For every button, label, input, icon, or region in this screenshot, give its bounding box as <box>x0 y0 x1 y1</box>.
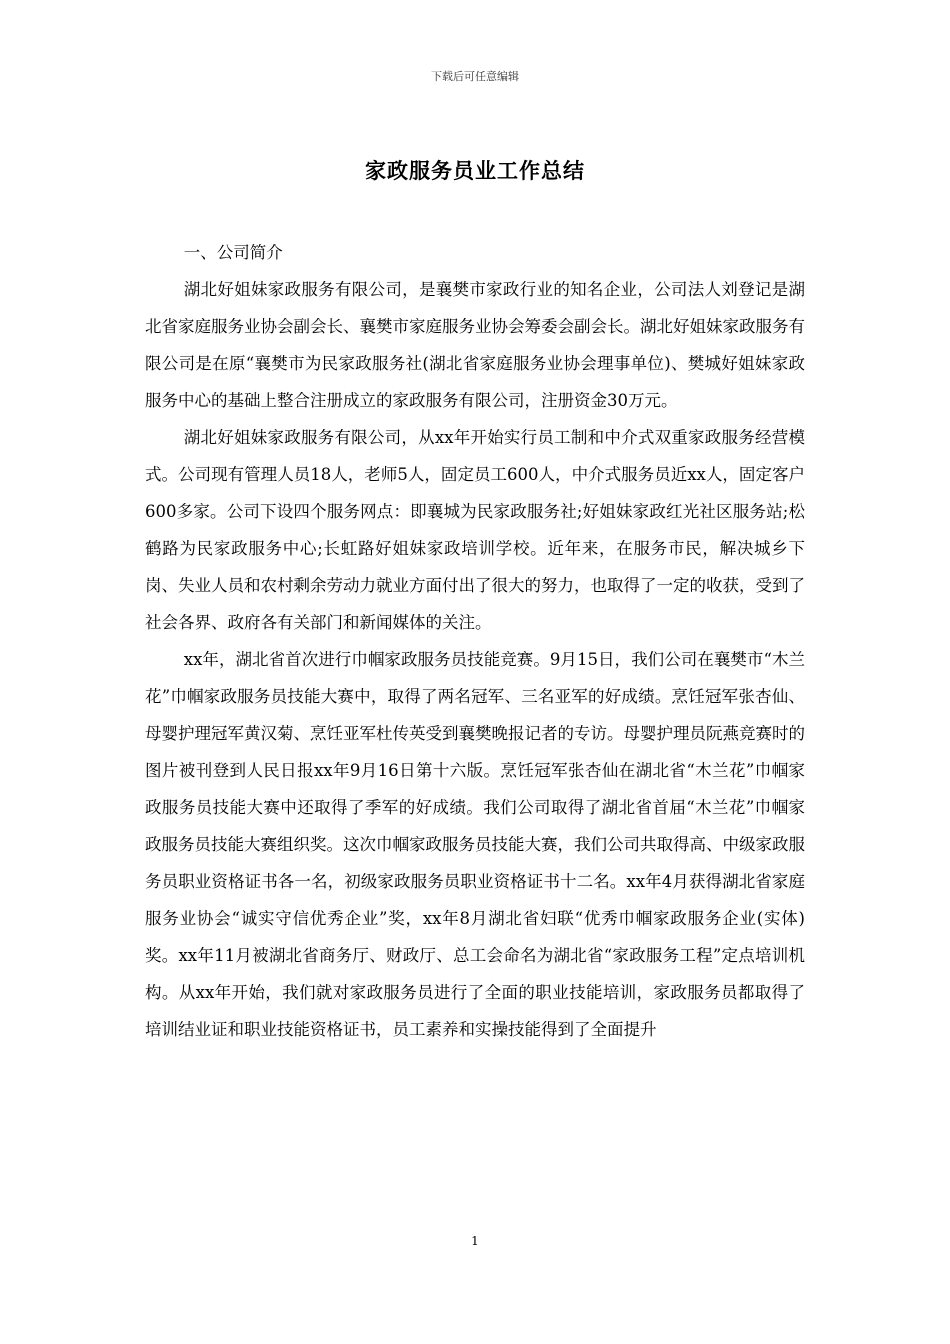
section-heading: 一、公司简介 <box>183 243 283 262</box>
paragraph-achievements: xx年，湖北省首次进行巾帼家政服务员技能竞赛。9月15日，我们公司在襄樊市“木兰花”巾帼家政服务员技能大赛中，取得了两名冠军、三名亚军的好成绩。烹饪冠军张杏仙、母婴护理冠军黄汉菊、烹饪亚军杜传英受到襄樊晚报记者的专访。母婴护理员阮燕竞赛时的图片被刊登到人民日报xx年9月16日第十六版。烹饪冠军张杏仙在湖北省“木兰花”巾帼家政服务员技能大赛中还取得了季军的好成绩。我们公司取得了湖北省首届“木兰花”巾帼家政服务员技能大赛组织奖。这次巾帼家政服务员技能大赛，我们公司共取得高、中级家政服务员职业资格证书各一名，初级家政服务员职业资格证书十二名。xx年4月获得湖北省家庭服务业协会“诚实守信优秀企业”奖，xx年8月湖北省妇联“优秀巾帼家政服务企业(实体)奖。xx年11月被湖北省商务厅、财政厅、总工会命名为湖北省“家政服务工程”定点培训机构。从xx年开始，我们就对家政服务员进行了全面的职业技能培训，家政服务员都取得了培训结业证和职业技能资格证书，员工素养和实操技能得到了全面提升 <box>145 650 805 1039</box>
document-body <box>145 234 805 1048</box>
page-number: 1 <box>471 1234 479 1248</box>
paragraph-business-model: 湖北好姐妹家政服务有限公司，从xx年开始实行员工制和中介式双重家政服务经营模式。公司现有管理人员18人，老师5人，固定员工600人，中介式服务员近xx人，固定客户600多家。公司下设四个服务网点：即襄城为民家政服务社;好姐妹家政红光社区服务站;松鹤路为民家政服务中心;长虹路好姐妹家政培训学校。近年来，在服务市民，解决城乡下岗、失业人员和农村剩余劳动力就业方面付出了很大的努力，也取得了一定的收获，受到了社会各界、政府各有关部门和新闻媒体的关注。 <box>145 428 805 632</box>
paragraph-company-intro: 湖北好姐妹家政服务有限公司，是襄樊市家政行业的知名企业，公司法人刘登记是湖北省家庭服务业协会副会长、襄樊市家庭服务业协会筹委会副会长。湖北好姐妹家政服务有限公司是在原“襄樊市为民家政服务社(湖北省家庭服务业协会理事单位)、樊城好姐妹家政服务中心的基础上整合注册成立的家政服务有限公司，注册资金30万元。 <box>145 280 805 410</box>
document-title: 家政服务员业工作总结 <box>365 159 585 183</box>
header-note: 下载后可任意编辑 <box>431 70 519 83</box>
